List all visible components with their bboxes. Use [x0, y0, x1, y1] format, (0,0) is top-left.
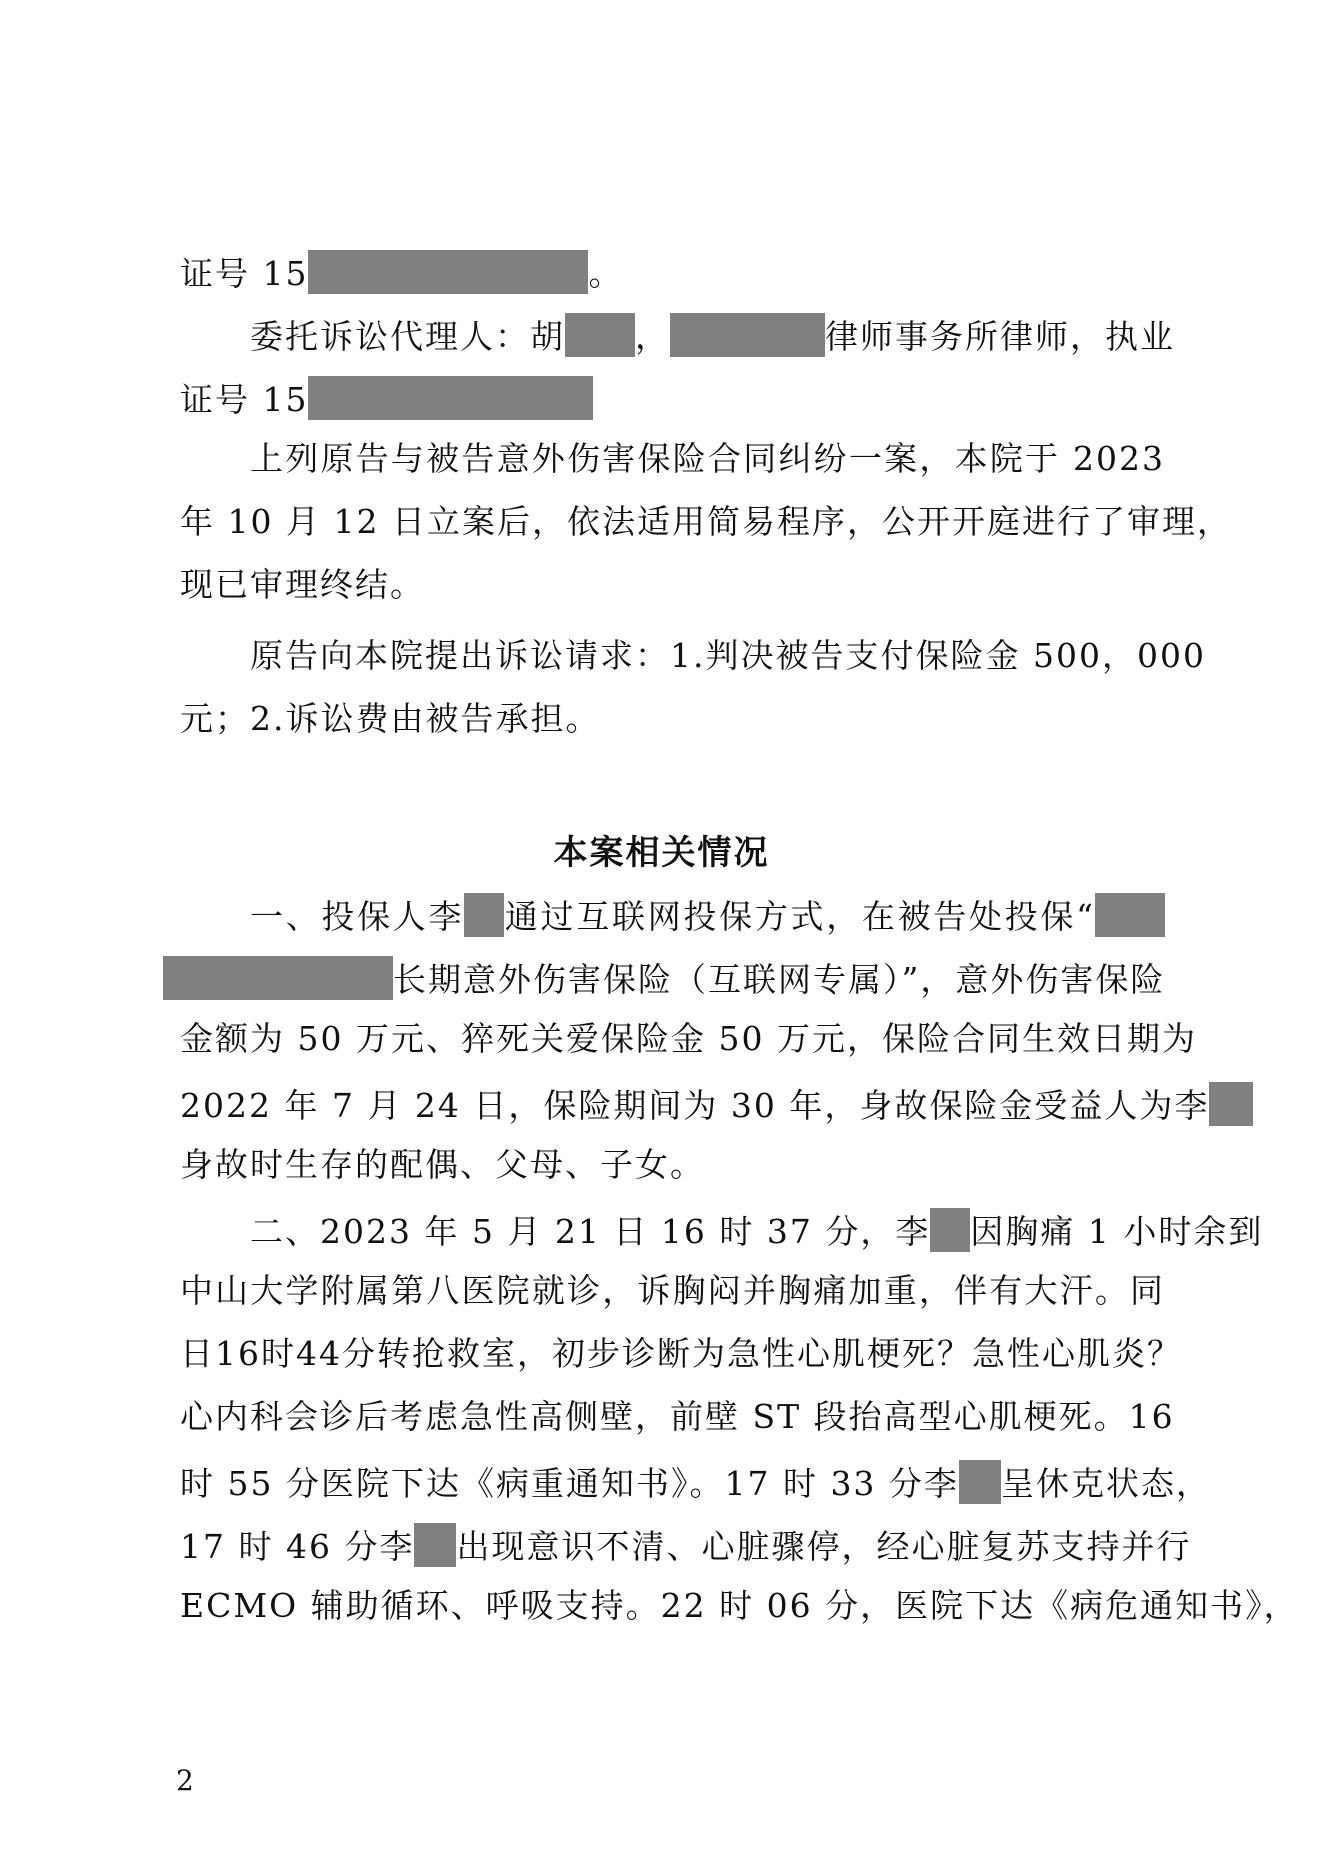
text-segment: 上列原告与被告意外伤害保险合同纠纷一案，本院于 2023 [250, 439, 1165, 478]
text-line [180, 1397, 1175, 1437]
redaction-box [670, 313, 825, 357]
text-line [250, 1208, 1264, 1252]
text-line [250, 313, 1175, 357]
redaction-box [163, 956, 393, 1000]
text-segment: 中山大学附属第八医院就诊，诉胸闷并胸痛加重，伴有大汗。同 [180, 1271, 1165, 1310]
text-line [180, 1523, 1192, 1567]
text-segment: 金额为 50 万元、猝死关爱保险金 50 万元，保险合同生效日期为 [180, 1019, 1197, 1058]
text-segment: 证号 15 [180, 254, 309, 293]
text-line [180, 1460, 1211, 1504]
text-segment: 委托诉讼代理人：胡 [250, 317, 565, 356]
redaction-box [565, 313, 635, 357]
text-line [163, 956, 1165, 1000]
text-line [180, 1586, 1299, 1626]
redaction-box [414, 1523, 456, 1567]
text-segment: 通过互联网投保方式，在被告处投保“ [504, 897, 1096, 936]
text-line [250, 893, 1165, 937]
text-line [180, 1334, 1182, 1374]
text-segment: 身故时生存的配偶、父母、子女。 [180, 1145, 705, 1184]
text-segment: 现已审理终结。 [180, 565, 425, 604]
text-segment: 证号 15 [180, 380, 309, 419]
text-line [180, 1019, 1197, 1059]
text-line [180, 376, 1165, 420]
text-line [180, 565, 1165, 605]
redaction-box [1209, 1082, 1253, 1126]
text-segment: 日16时44分转抢救室，初步诊断为急性心肌梗死？急性心肌炎？ [180, 1334, 1182, 1373]
text-line [250, 636, 1206, 676]
redaction-box [1095, 893, 1165, 937]
text-segment: 出现意识不清、心脏骤停，经心脏复苏支持并行 [456, 1527, 1192, 1566]
redaction-box [464, 893, 504, 937]
text-line [180, 1082, 1210, 1126]
text-segment: 原告向本院提出诉讼请求：1.判决被告支付保险金 500，000 [250, 636, 1206, 675]
text-segment: 时 55 分医院下达《病重通知书》。17 时 33 分李 [180, 1464, 959, 1503]
text-segment: ， [635, 317, 670, 356]
text-segment: 2022 年 7 月 24 日，保险期间为 30 年，身故保险金受益人为李 [180, 1086, 1210, 1125]
text-segment: 17 时 46 分李 [180, 1527, 415, 1566]
text-line [180, 250, 1165, 294]
text-line [180, 699, 1165, 739]
text-segment: 一、投保人李 [250, 897, 465, 936]
text-line [180, 1145, 1165, 1185]
text-segment: 元；2.诉讼费由被告承担。 [180, 699, 601, 738]
page-number: 2 [176, 1764, 194, 1797]
text-line [250, 439, 1165, 479]
redaction-box [308, 250, 588, 294]
text-segment: 心内科会诊后考虑急性高侧壁，前壁 ST 段抬高型心肌梗死。16 [180, 1397, 1175, 1436]
section-heading: 本案相关情况 [553, 833, 770, 873]
text-segment: ECMO 辅助循环、呼吸支持。22 时 06 分，医院下达《病危通知书》， [180, 1586, 1299, 1625]
text-segment: 长期意外伤害保险（互联网专属）”，意外伤害保险 [393, 960, 1166, 999]
text-segment: 二、2023 年 5 月 21 日 16 时 37 分，李 [250, 1212, 931, 1251]
redaction-box [930, 1208, 970, 1252]
text-line [180, 502, 1232, 542]
redaction-box [959, 1460, 1001, 1504]
text-segment: 。 [588, 254, 624, 293]
text-segment: 律师事务所律师，执业 [825, 317, 1175, 356]
text-segment: 年 10 月 12 日立案后，依法适用简易程序，公开开庭进行了审理， [180, 502, 1232, 541]
text-segment: 呈休克状态， [1000, 1464, 1211, 1503]
text-segment: 因胸痛 1 小时余到 [970, 1212, 1264, 1251]
text-line [180, 1271, 1165, 1311]
redaction-box [308, 376, 593, 420]
